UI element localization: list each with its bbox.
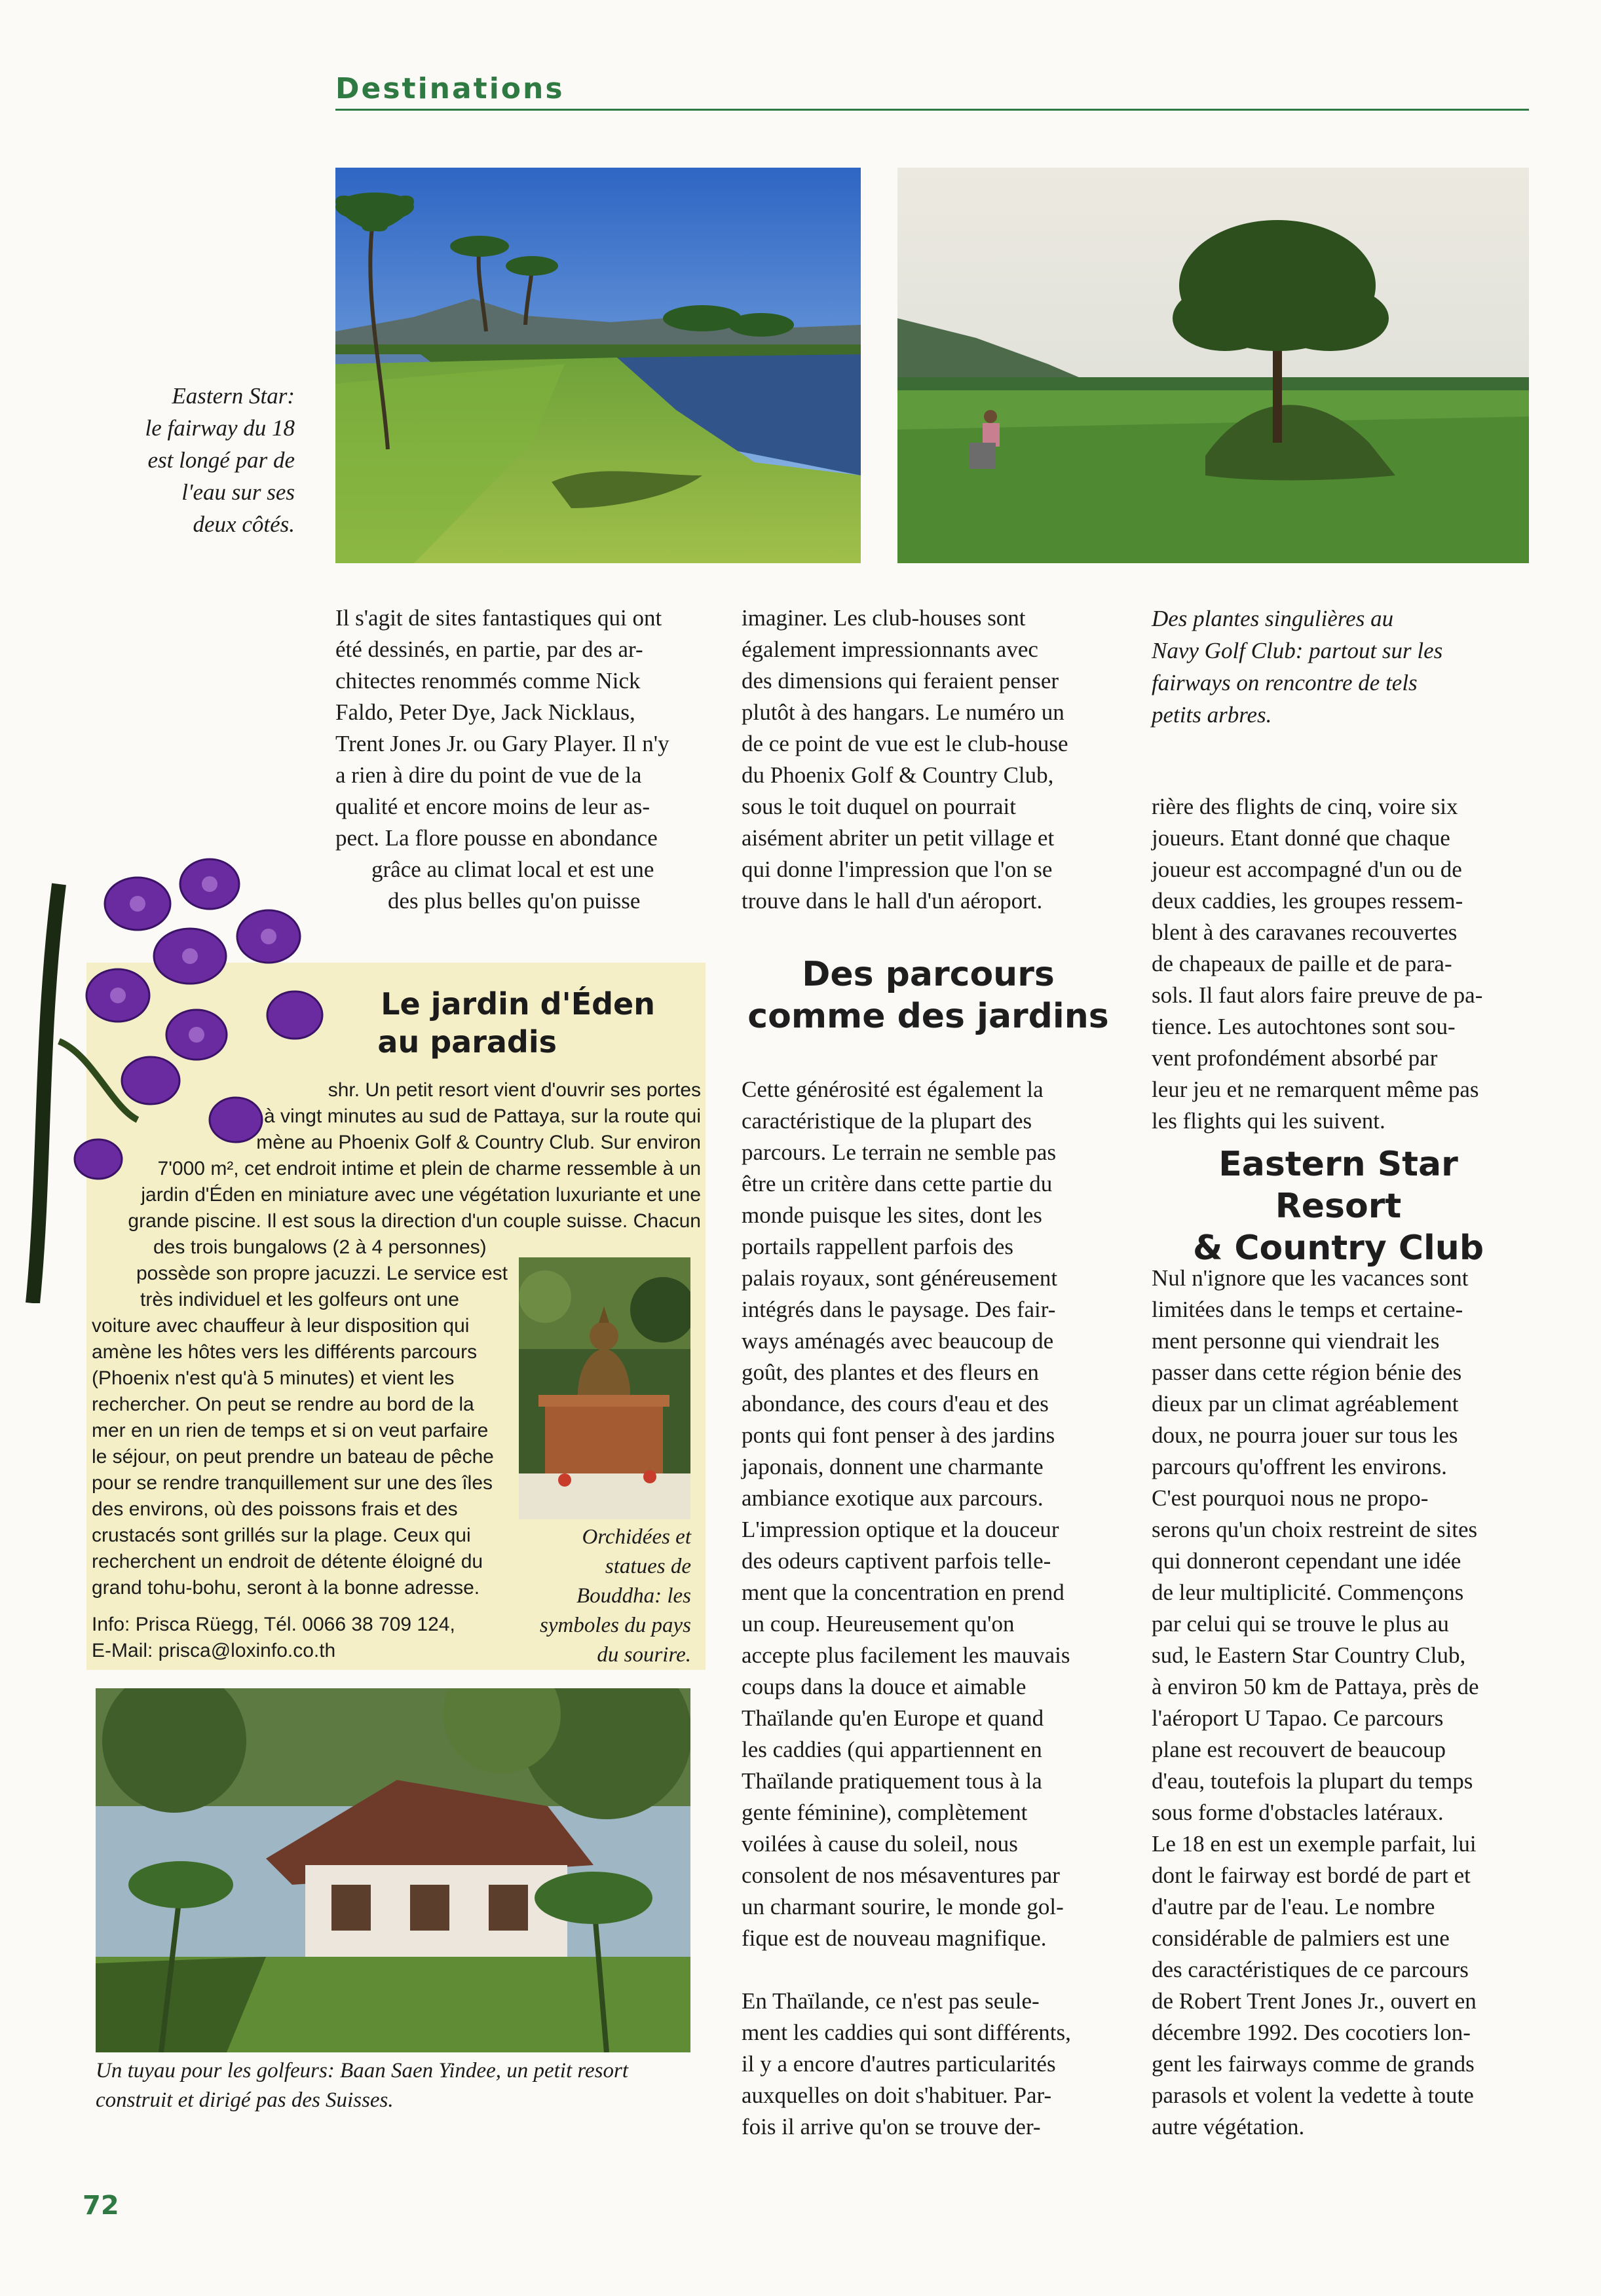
caption-line: deux côtés. [193, 511, 295, 537]
caption-line: petits arbres. [1152, 702, 1272, 728]
section-title: Destinations [335, 72, 565, 105]
text-line: être un critère dans cette partie du [742, 1171, 1053, 1196]
text-line: du Phoenix Golf & Country Club, [742, 762, 1054, 788]
text-line: à environ 50 km de Pattaya, près de [1152, 1674, 1479, 1699]
text-line: des dimensions qui feraient penser [742, 668, 1059, 694]
sidebar-heading [354, 985, 655, 1061]
text-line: considérable de palmiers est une [1152, 1925, 1450, 1951]
sidebar-info: Info: Prisca Rüegg, Tél. 0066 38 709 124, [92, 1614, 455, 1635]
text-line: plutôt à des hangars. Le numéro un [742, 699, 1064, 725]
buddha-photo [519, 1257, 690, 1519]
text-line: a rien à dire du point de vue de la [335, 762, 642, 788]
text-line: parcours qu'offrent les environs. [1152, 1454, 1447, 1479]
caption-line: l'eau sur ses [181, 479, 295, 505]
text-line: pect. La flore pousse en abondance [335, 825, 658, 851]
text-line: très individuel et les golfeurs ont une [140, 1289, 459, 1310]
text-line: joueurs. Etant donné que chaque [1152, 825, 1450, 851]
text-line: vent profondément absorbé par [1152, 1045, 1438, 1071]
sidebar-title-line: Le jardin d'Éden [381, 986, 655, 1022]
column2-top [742, 602, 1115, 917]
fairway-photo [335, 168, 861, 563]
heading-parcours [742, 954, 1115, 1037]
buddha-caption [498, 1523, 691, 1670]
text-line: portails rappellent parfois des [742, 1234, 1014, 1259]
text-line: été dessinés, en partie, par des ar- [335, 637, 643, 662]
column3-body [1152, 1263, 1525, 2143]
text-line: mène au Phoenix Golf & Country Club. Sur environ [256, 1132, 701, 1153]
text-line: voilées à cause du soleil, nous [742, 1831, 1018, 1857]
text-line: des plus belles qu'on puisse [388, 888, 641, 914]
text-line: leur jeu et ne remarquent même pas [1152, 1077, 1479, 1102]
text-line: En Thaïlande, ce n'est pas seule- [742, 1988, 1040, 2014]
text-line: Le 18 en est un exemple parfait, lui [1152, 1831, 1477, 1857]
text-line: ambiance exotique aux parcours. [742, 1485, 1044, 1511]
text-line: Il s'agit de sites fantastiques qui ont [335, 605, 662, 631]
text-line: plane est recouvert de beaucoup [1152, 1737, 1446, 1762]
heading-line: Eastern Star Resort [1218, 1145, 1458, 1226]
text-line: japonais, donnent une charmante [742, 1454, 1044, 1479]
text-line: des trois bungalows (2 à 4 personnes) [153, 1236, 487, 1258]
text-line: de leur multiplicité. Commençons [1152, 1580, 1464, 1605]
text-line: dont le fairway est bordé de part et [1152, 1862, 1471, 1888]
text-line: rière des flights de cinq, voire six [1152, 794, 1458, 819]
text-line: autre végétation. [1152, 2114, 1305, 2139]
resort-caption [96, 2056, 698, 2115]
text-line: rechercher. On peut se rendre au bord de la [92, 1394, 474, 1415]
text-line: sols. Il faut alors faire preuve de pa- [1152, 982, 1483, 1008]
text-line: également impressionnants avec [742, 637, 1038, 662]
text-line: parasols et volent la vedette à toute [1152, 2083, 1474, 2108]
text-line: sous le toit duquel on pourrait [742, 794, 1016, 819]
text-line: décembre 1992. Des cocotiers lon- [1152, 2020, 1471, 2045]
text-line: qui donneront cependant une idée [1152, 1548, 1461, 1574]
text-line: de chapeaux de paille et de para- [1152, 951, 1452, 976]
caption-line: construit et dirigé pas des Suisses. [96, 2088, 394, 2112]
text-line: des caractéristiques de ce parcours [1152, 1957, 1469, 1982]
sidebar-title-line: au paradis [377, 1024, 557, 1060]
header-rule [335, 109, 1529, 111]
text-line: les flights qui les suivent. [1152, 1108, 1385, 1134]
text-line: C'est pourquoi nous ne propo- [1152, 1485, 1429, 1511]
text-line: voiture avec chauffeur à leur disposition qui [92, 1315, 470, 1337]
text-line: aisément abriter un petit village et [742, 825, 1055, 851]
text-line: d'eau, toutefois la plupart du temps [1152, 1768, 1473, 1794]
text-line: fique est de nouveau magnifique. [742, 1925, 1047, 1951]
text-line: passer dans cette région bénie des [1152, 1360, 1462, 1385]
text-line: coups dans la douce et aimable [742, 1674, 1027, 1699]
text-line: le séjour, on peut prendre un bateau de pêche [92, 1446, 494, 1468]
text-line: sous forme d'obstacles latéraux. [1152, 1800, 1444, 1825]
text-line: dieux par un climat agréablement [1152, 1391, 1459, 1416]
text-line: caractéristique de la plupart des [742, 1108, 1032, 1134]
text-line: des odeurs captivent parfois telle- [742, 1548, 1051, 1574]
text-line: de ce point de vue est le club-house [742, 731, 1068, 756]
heading-line: & Country Club [1192, 1229, 1484, 1268]
text-line: amène les hôtes vers les différents parcours [92, 1341, 478, 1363]
text-line: d'autre par de l'eau. Le nombre [1152, 1894, 1435, 1919]
text-line: L'impression optique et la douceur [742, 1517, 1059, 1542]
caption-line: Bouddha: les [576, 1584, 691, 1608]
text-line: ponts qui font penser à des jardins [742, 1422, 1055, 1448]
text-line: Cette générosité est également la [742, 1077, 1044, 1102]
text-line: imaginer. Les club-houses sont [742, 605, 1026, 631]
text-line: qualité et encore moins de leur as- [335, 794, 650, 819]
column1-text [335, 602, 706, 917]
caption-line: symboles du pays [540, 1614, 691, 1637]
heading-line: comme des jardins [747, 997, 1109, 1036]
text-line: auxquelles on doit s'habituer. Par- [742, 2083, 1052, 2108]
text-line: intégrés dans le paysage. Des fair- [742, 1297, 1056, 1322]
caption-line: Des plantes singulières au [1152, 606, 1394, 631]
text-line: les caddies (qui appartiennent en [742, 1737, 1042, 1762]
text-line: accepte plus facilement les mauvais [742, 1642, 1070, 1668]
text-line: goût, des plantes et des fleurs en [742, 1360, 1039, 1385]
text-line: joueur est accompagné d'un ou de [1152, 857, 1462, 882]
sidebar-email: E-Mail: prisca@loxinfo.co.th [92, 1640, 336, 1661]
text-line: abondance, des cours d'eau et des [742, 1391, 1049, 1416]
text-line: mer en un rien de temps et si on veut parfaire [92, 1420, 489, 1441]
fairway-caption [98, 380, 295, 540]
text-line: (Phoenix n'est qu'à 5 minutes) et vient les [92, 1367, 455, 1389]
text-line: par celui qui se trouve le plus au [1152, 1611, 1449, 1637]
text-line: Thaïlande qu'en Europe et quand [742, 1705, 1044, 1731]
text-line: ways aménagés avec beaucoup de [742, 1328, 1054, 1354]
text-line: possède son propre jacuzzi. Le service est [136, 1263, 508, 1284]
text-line: pour se rendre tranquillement sur une des îles [92, 1472, 493, 1494]
text-line: ment les caddies qui sont différents, [742, 2020, 1071, 2045]
text-line: grâce au climat local et est une [371, 857, 654, 882]
navy-golf-photo [897, 168, 1529, 563]
heading-line: Des parcours [802, 955, 1055, 994]
text-line: consolent de nos mésaventures par [742, 1862, 1060, 1888]
text-line: ment personne qui viendrait les [1152, 1328, 1440, 1354]
text-line: fois il arrive qu'on se trouve der- [742, 2114, 1041, 2139]
text-line: serons qu'un choix restreint de sites [1152, 1517, 1478, 1542]
caption-line: Eastern Star: [172, 383, 295, 409]
text-line: l'aéroport U Tapao. Ce parcours [1152, 1705, 1444, 1731]
caption-line: statues de [605, 1555, 691, 1578]
text-line: grande piscine. Il est sous la direction d'un couple suisse. Chacun [128, 1210, 701, 1232]
caption-line: Un tuyau pour les golfeurs: Baan Saen Yindee, un petit resort [96, 2059, 628, 2083]
text-line: Faldo, Peter Dye, Jack Nicklaus, [335, 699, 635, 725]
text-line: qui donne l'impression que l'on se [742, 857, 1053, 882]
text-line: un charmant sourire, le monde gol- [742, 1894, 1064, 1919]
text-line: limitées dans le temps et certaine- [1152, 1297, 1463, 1322]
caption-line: le fairway du 18 [145, 415, 295, 441]
caption-line: fairways on rencontre de tels [1152, 670, 1418, 695]
text-line: recherchent un endroit de détente éloigné du [92, 1551, 483, 1572]
text-line: Trent Jones Jr. ou Gary Player. Il n'y [335, 731, 669, 756]
text-line: sud, le Eastern Star Country Club, [1152, 1642, 1466, 1668]
text-line: trouve dans le hall d'un aéroport. [742, 888, 1043, 914]
text-line: doux, ne pourra jouer sur tous les [1152, 1422, 1458, 1448]
resort-photo [96, 1688, 690, 2052]
text-line: parcours. Le terrain ne semble pas [742, 1139, 1057, 1165]
text-line: gente féminine), complètement [742, 1800, 1028, 1825]
column3-top [1152, 791, 1525, 1137]
text-line: il y a encore d'autres particularités [742, 2051, 1056, 2077]
text-line: palais royaux, sont généreusement [742, 1265, 1058, 1291]
text-line: deux caddies, les groupes ressem- [1152, 888, 1463, 914]
text-line: grand tohu-bohu, seront à la bonne adresse. [92, 1577, 480, 1599]
text-line: des environs, où des poissons frais et des [92, 1498, 458, 1520]
text-line: ment que la concentration en prend [742, 1580, 1064, 1605]
text-line: Nul n'ignore que les vacances sont [1152, 1265, 1469, 1291]
text-line: de Robert Trent Jones Jr., ouvert en [1152, 1988, 1477, 2014]
text-line: monde puisque les sites, dont les [742, 1202, 1042, 1228]
text-line: tience. Les autochtones sont sou- [1152, 1014, 1456, 1039]
column2-body [742, 1074, 1115, 2143]
caption-line: est longé par de [147, 447, 295, 473]
caption-line: du sourire. [597, 1643, 691, 1667]
text-line: crustacés sont grillés sur la plage. Ceux qui [92, 1525, 471, 1546]
caption-line: Navy Golf Club: partout sur les [1152, 638, 1443, 663]
navy-caption [1152, 602, 1518, 731]
text-line: un coup. Heureusement qu'on [742, 1611, 1015, 1637]
caption-line: Orchidées et [582, 1525, 691, 1549]
text-line: chitectes renommés comme Nick [335, 668, 641, 694]
text-line: à vingt minutes au sud de Pattaya, sur la route qui [263, 1105, 701, 1127]
text-line: 7'000 m², cet endroit intime et plein de charme ressemble à un [157, 1158, 701, 1179]
text-line: Thaïlande pratiquement tous à la [742, 1768, 1042, 1794]
page-number: 72 [83, 2191, 119, 2221]
text-line: shr. Un petit resort vient d'ouvrir ses portes [328, 1079, 701, 1101]
text-line: jardin d'Éden en miniature avec une végétation luxuriante et une [141, 1184, 701, 1206]
heading-eastern-star [1152, 1143, 1525, 1269]
text-line: gent les fairways comme de grands [1152, 2051, 1475, 2077]
text-line: blent à des caravanes recouvertes [1152, 919, 1458, 945]
